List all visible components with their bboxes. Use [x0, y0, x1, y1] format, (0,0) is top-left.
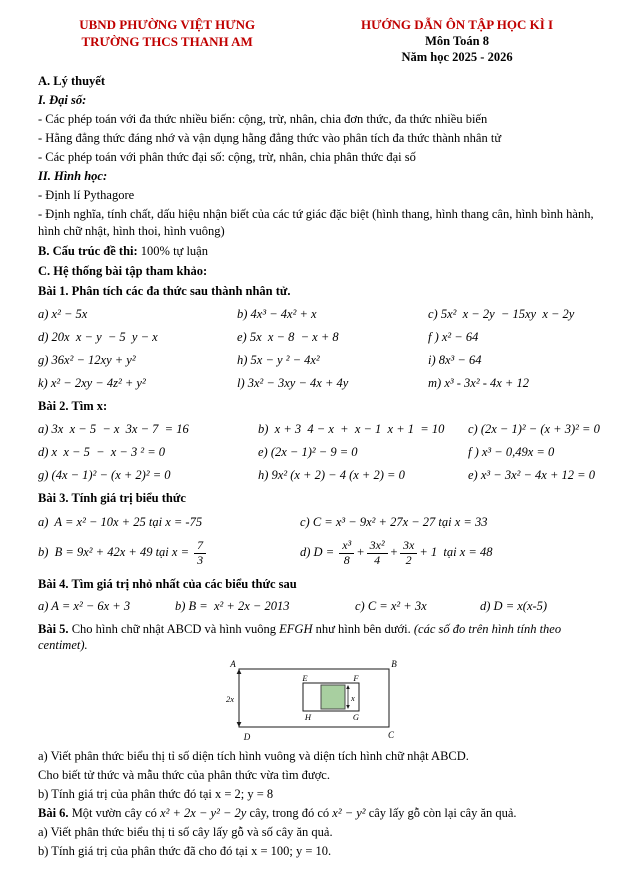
exercise-2-title: Bài 2. Tìm x: [38, 399, 108, 413]
vertex-label-g: G [352, 711, 360, 722]
height-dimension-label: 2x [226, 693, 235, 704]
geometry-bullet-2: - Định nghĩa, tính chất, dấu hiệu nhận biết của các tứ giác đặc biệt (hình thang, hình thang cân, hình bình hành, hình chữ nhật, hình thoi, hình vuông) [38, 207, 594, 238]
exercise-item: c) (2x − 1)² − (x + 3)² = 0 [468, 422, 600, 436]
vertex-label-d: D [243, 731, 251, 742]
exercise-6-question-a: a) Viết phân thức biểu thị ti số cây lấy gỗ và số cây ăn quả. [38, 824, 333, 839]
expression-prefix: b) B = 9x² + 42x + 49 tại x = [38, 545, 193, 560]
document-header [38, 16, 612, 66]
fraction [339, 539, 354, 568]
exercise-3-row-1 [38, 515, 612, 530]
fraction-numerator: 7 [194, 539, 206, 554]
exercise-5-question-a: a) Viết phân thức biểu thị tỉ số diện tích hình vuông và diện tích hình chữ nhật ABCD. [38, 748, 469, 763]
vertex-label-f: F [353, 672, 359, 683]
expression-tail: tại x = 48 [437, 545, 493, 560]
exercise-1-items [38, 307, 612, 391]
exercise-item: k) x² − 2xy − 4z² + y² [38, 376, 146, 390]
exercise-1-row-1 [38, 307, 612, 322]
arrowhead-down-small [346, 705, 350, 709]
exercise-item: c) 5x² x − 2y − 15xy x − 2y [428, 307, 575, 321]
arrowhead-up [237, 669, 242, 674]
header-right [302, 16, 612, 66]
exercise-4-title: Bài 4. Tìm giá trị nhỏ nhất của các biểu thức sau [38, 576, 297, 591]
algebra-bullet-2: - Hằng đẳng thức đáng nhớ và vận dụng hằng đẳng thức vào phân tích đa thức thành nhân tử [38, 131, 502, 145]
fraction [194, 539, 206, 568]
fraction-numerator: x³ [339, 539, 354, 554]
algebra-bullet-1: - Các phép toán với đa thức nhiều biến: cộng, trừ, nhân, chia đơn thức, đa thức nhiều biến [38, 112, 488, 126]
exercise-2-row-1 [38, 422, 612, 437]
fraction-numerator: 3x [400, 539, 417, 554]
geometry-bullet-1: - Định lí Pythagore [38, 188, 135, 202]
exercise-2-row-3 [38, 468, 612, 483]
fraction-denominator: 4 [374, 552, 381, 567]
exercise-1-row-3 [38, 353, 612, 368]
exercise-item: a) 3x x − 5 − x 3x − 7 = 16 [38, 422, 189, 436]
exercise-2-row-2 [38, 445, 612, 460]
rectangle-square-figure [225, 657, 425, 743]
exercise-item: f ) x² − 64 [428, 330, 479, 344]
figure-container [38, 657, 612, 743]
exercise-6-text-2: cây, trong đó có [246, 805, 333, 820]
exercise-5-question-b: b) Tính giá trị của phân thức đó tại x = 2; y = 8 [38, 786, 274, 801]
fraction-denominator: 2 [405, 552, 412, 567]
exercise-3-title: Bài 3. Tính giá trị biểu thức [38, 491, 186, 505]
vertex-label-e: E [302, 672, 308, 683]
section-b-label: B. Cấu trúc đề thi: [38, 244, 138, 258]
fraction [367, 539, 388, 568]
exercise-item: e) (2x − 1)² − 9 = 0 [258, 445, 358, 459]
expression-prefix: d) D = [300, 545, 338, 560]
vertex-label-c: C [387, 729, 395, 740]
side-dimension-label: x [351, 692, 355, 703]
exercise-5-text-1: Cho hình chữ nhật ABCD và hình vuông [68, 621, 280, 636]
exercise-item [38, 539, 300, 568]
arrowhead-up-small [346, 685, 350, 689]
exercise-1-row-4 [38, 376, 612, 391]
fraction [400, 539, 417, 568]
exercise-item: a) x² − 5x [38, 307, 88, 321]
org-name-line1: UBND PHƯỜNG VIỆT HƯNG [79, 17, 256, 32]
rectangle-abcd [239, 669, 389, 727]
exercise-item: a) A = x² − 6x + 3 [38, 598, 131, 613]
fraction-denominator: 3 [197, 552, 204, 567]
algebra-bullet-3: - Các phép toán với phân thức đại số: cộng, trừ, nhân, chia phân thức đại số [38, 150, 416, 164]
geometry-subtitle: II. Hình học: [38, 169, 108, 183]
exercise-item: d) D = x(x-5) [480, 598, 548, 613]
exercise-item [300, 539, 612, 568]
exercise-item: e) 5x x − 8 − x + 8 [237, 330, 339, 344]
school-year-line: Năm học 2025 - 2026 [401, 50, 513, 64]
fraction-denominator: 8 [343, 552, 350, 567]
exercise-item: h) 9x² (x + 2) − 4 (x + 2) = 0 [258, 468, 405, 482]
exercise-3-row-2 [38, 539, 612, 568]
section-b-text: 100% tự luận [137, 244, 208, 258]
exercise-1-row-2 [38, 330, 612, 345]
section-c-title: C. Hệ thống bài tập tham khảo: [38, 264, 208, 278]
exercise-5-note: (các số đo trên hình tính theo centimet). [38, 621, 562, 653]
exercise-item: d) 20x x − y − 5 y − x [38, 330, 158, 344]
exercise-5-statement [38, 621, 612, 654]
exercise-item: d) x x − 5 − x − 3 ² = 0 [38, 445, 166, 459]
org-name-line2: TRƯỜNG THCS THANH AM [81, 34, 253, 49]
fraction-numerator: 3x² [367, 539, 388, 554]
timber-tree-expression: x² − y² [332, 805, 366, 820]
square-name: EFGH [279, 621, 313, 636]
arrowhead-down [237, 722, 242, 727]
algebra-subtitle: I. Đại số: [38, 93, 87, 107]
exercise-item: a) A = x² − 10x + 25 tại x = -75 [38, 515, 203, 529]
exercise-item: g) 36x² − 12xy + y² [38, 353, 136, 367]
exercise-item: b) 4x³ − 4x² + x [237, 307, 317, 321]
section-b-title [38, 244, 612, 259]
exercise-5-label: Bài 5. [38, 621, 69, 636]
tree-total-expression: x² + 2x − y² − 2y [160, 805, 247, 820]
exercise-6-text-1: Một vườn cây có [68, 805, 161, 820]
exercise-1-title: Bài 1. Phân tích các đa thức sau thành nhân tử. [38, 284, 291, 298]
exercise-6-statement [38, 805, 612, 822]
exercise-item: b) B = x² + 2x − 2013 [175, 598, 290, 613]
green-square [321, 685, 345, 709]
exercise-item: l) 3x² − 3xy − 4x + 4y [237, 376, 349, 390]
exercise-item: f ) x³ − 0,49x = 0 [468, 445, 555, 459]
plus-sign: + [356, 545, 365, 560]
exercise-5-question-a2: Cho biết tử thức và mẫu thức của phân thức vừa tìm được. [38, 767, 330, 782]
section-a-title: A. Lý thuyết [38, 74, 106, 88]
exercise-6-question-b: b) Tính giá trị của phân thức đã cho đó tại x = 100; y = 10. [38, 843, 332, 858]
exercise-item: i) 8x³ − 64 [428, 353, 482, 367]
vertex-label-b: B [391, 658, 397, 669]
exercise-4-items [38, 599, 612, 614]
exercise-6-label: Bài 6. [38, 805, 69, 820]
exercise-item: g) (4x − 1)² − (x + 2)² = 0 [38, 468, 171, 482]
exercise-item: h) 5x − y ² − 4x² [237, 353, 320, 367]
exercise-item: c) C = x² + 3x [355, 598, 427, 613]
exercise-item: b) x + 3 4 − x + x − 1 x + 1 = 10 [258, 422, 445, 436]
expression-suffix: + 1 [419, 545, 438, 560]
exercise-6-text-3: cây lấy gỗ còn lại cây ăn quả. [365, 805, 517, 820]
plus-sign: + [389, 545, 398, 560]
exercise-5-text-2: như hình bên dưới. [312, 621, 414, 636]
exercise-item: e) x³ − 3x² − 4x + 12 = 0 [468, 468, 595, 482]
subject-line: Môn Toán 8 [425, 34, 489, 48]
vertex-label-a: A [230, 658, 236, 669]
exercise-2-items [38, 422, 612, 483]
header-left [38, 16, 296, 66]
exercise-item: m) x³ - 3x² - 4x + 12 [428, 376, 529, 390]
document-title: HƯỚNG DẪN ÔN TẬP HỌC KÌ I [360, 17, 554, 32]
vertex-label-h: H [304, 711, 312, 722]
exercise-item: c) C = x³ − 9x² + 27x − 27 tại x = 33 [300, 515, 488, 529]
